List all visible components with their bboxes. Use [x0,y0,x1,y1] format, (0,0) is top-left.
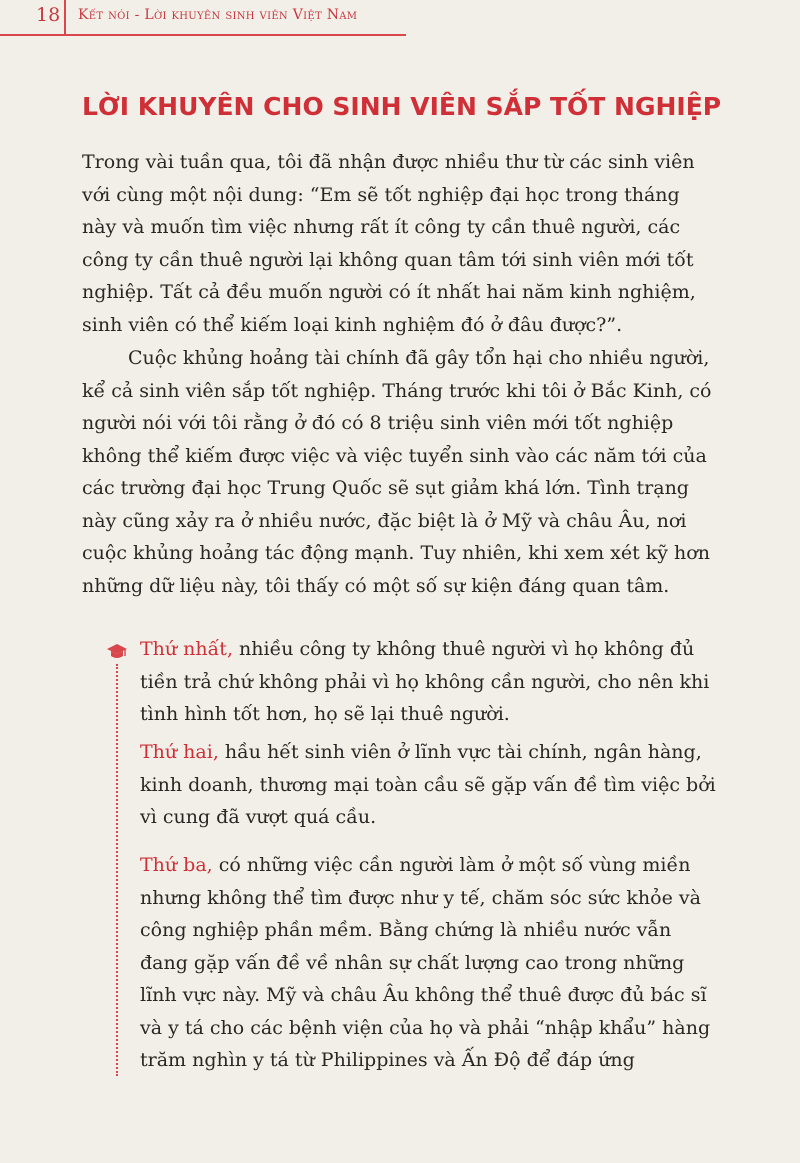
running-header [0,0,800,44]
body-paragraph: Trong vài tuần qua, tôi đã nhận được nhiều thư từ các sinh viên với cùng một nội dung: “Em sẽ tốt nghiệp đại học trong tháng này và muốn tìm việc nhưng rất ít công ty cần thuê người, các công ty cần thuê người lại không quan tâm tới sinh viên mới tốt nghiệp. Tất cả đều muốn người có ít nhất hai năm kinh nghiệm, sinh viên có thể kiếm loại kinh nghiệm đó ở đâu được?”. [82,151,696,336]
graduation-cap-icon [106,643,128,661]
list-item [140,736,718,834]
chapter-title: LỜI KHUYÊN CHO SINH VIÊN SẮP TỐT NGHIỆP [82,92,722,121]
list-item [140,849,718,1077]
header-divider-tick [64,0,66,36]
header-rule [0,34,406,36]
list-item-lead: Thứ nhất, [140,638,233,660]
book-title: Kết nói - Lời khuyên sinh viên Việt Nam [78,7,358,23]
list-item-text: có những việc cần người làm ở một số vùng miền nhưng không thể tìm được như y tế, chăm sóc sức khỏe và công nghiệp phần mềm. Bằng chứng là nhiều nước vẫn đang gặp vấn đề về nhân sự chất lượng cao trong những lĩnh vực này. Mỹ và châu Âu không thể thuê được đủ bác sĩ và y tá cho các bệnh viện của họ và phải “nhập khẩu” hàng trăm nghìn y tá từ Philippines và Ấn Độ để đáp ứng [140,854,711,1071]
body-paragraph: Cuộc khủng hoảng tài chính đã gây tổn hại cho nhiều người, kể cả sinh viên sắp tốt nghiệp. Tháng trước khi tôi ở Bắc Kinh, có người nói với tôi rằng ở đó có 8 triệu sinh viên mới tốt nghiệp không thể kiếm được việc và việc tuyển sinh vào các năm tới của các trường đại học Trung Quốc sẽ sụt giảm khá lớn. Tình trạng này cũng xảy ra ở nhiều nước, đặc biệt là ở Mỹ và châu Âu, nơi cuộc khủng hoảng tác động mạnh. Tuy nhiên, khi xem xét kỹ hơn những dữ liệu này, tôi thấy có một số sự kiện đáng quan tâm. [82,347,712,597]
dotted-margin-line [116,664,118,1076]
list-item-lead: Thứ hai, [140,741,219,763]
list-item-text: nhiều công ty không thuê người vì họ không đủ tiền trả chứ không phải vì họ không cần người, cho nên khi tình hình tốt hơn, họ sẽ lại thuê người. [140,638,710,725]
list-item [140,633,718,731]
page-number: 18 [36,4,61,26]
list-item-lead: Thứ ba, [140,854,213,876]
list-item-text: hầu hết sinh viên ở lĩnh vực tài chính, ngân hàng, kinh doanh, thương mại toàn cầu sẽ gặp vấn đề tìm việc bởi vì cung đã vượt quá cầu. [140,741,716,828]
